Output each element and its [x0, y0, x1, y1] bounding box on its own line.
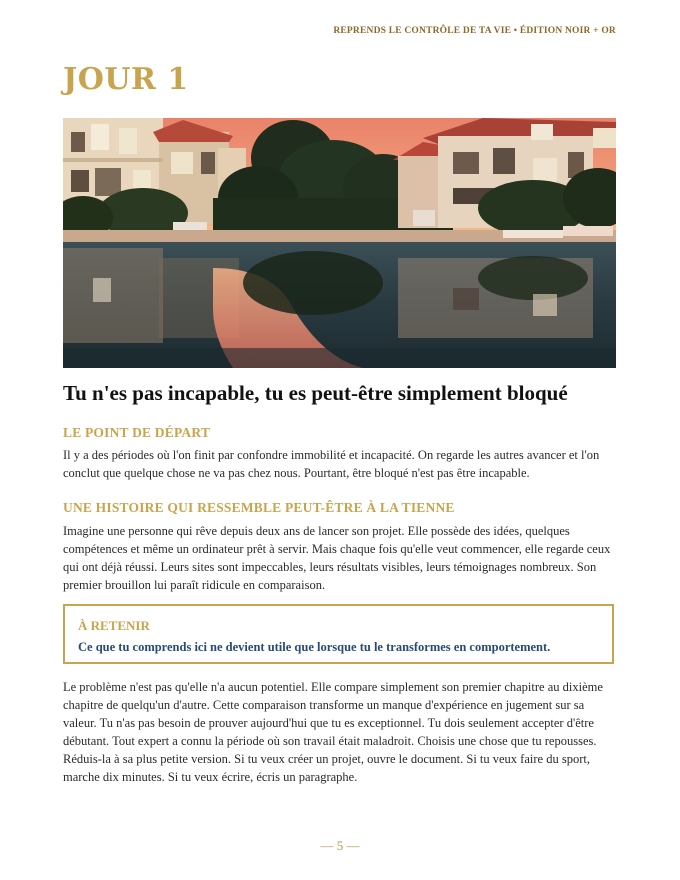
resort-pool-illustration — [63, 118, 616, 368]
resort-pool-photo — [63, 118, 616, 368]
section-text-story: Imagine une personne qui rêve depuis deux ans de lancer son projet. Elle possède des idées, quelques compétences et même un ordinateur prêt à servir. Mais chaque fois qu'elle veut commencer, elle regarde ceux qui ont déjà réussi. Leurs sites sont impeccables, leurs résultats visibles, leurs témoignages nombreux. Son premier brouillon lui paraît ridicule en comparaison. — [63, 524, 611, 592]
day-title: JOUR 1 — [63, 62, 189, 97]
running-header: REPRENDS LE CONTRÔLE DE TA VIE • ÉDITION NOIR + OR — [333, 26, 616, 36]
section-heading-story: UNE HISTOIRE QUI RESSEMBLE PEUT-ÊTRE À LA TIENNE — [63, 500, 455, 515]
chapter-title: Tu n'es pas incapable, tu es peut-être simplement bloqué — [63, 381, 568, 405]
callout-title: À RETENIR — [78, 618, 150, 633]
callout-text: Ce que tu comprends ici ne devient utile que lorsque tu le transformes en comportement. — [78, 640, 551, 654]
page-number: — 5 — — [320, 838, 360, 853]
section-text-starting-point: Il y a des périodes où l'on finit par confondre immobilité et incapacité. On regarde les autres avancer et l'on conclut que quelque chose ne va pas chez nous. Pourtant, être bloqué n'est pas être incapable. — [63, 448, 600, 480]
section-heading-starting-point: LE POINT DE DÉPART — [63, 425, 211, 440]
takeaway-callout — [63, 604, 614, 664]
closing-paragraph: Le problème n'est pas qu'elle n'a aucun potentiel. Elle compare simplement son premier chapitre au dixième chapitre de quelqu'un d'autre. Cette comparaison transforme un manque d'expérience en jugement sur sa valeur. Tu n'as pas besoin de prouver aujourd'hui que tu es exceptionnel. Tu dois seulement accepter d'être débutant. Tout expert a connu la période où son travail était maladroit. Choisis une chose que tu repousses. Réduis-la à sa plus petite version. Si tu veux créer un projet, ouvre le document. Si tu veux faire du sport, marche dix minutes. Si tu veux écrire, écris un paragraphe. — [63, 680, 603, 784]
